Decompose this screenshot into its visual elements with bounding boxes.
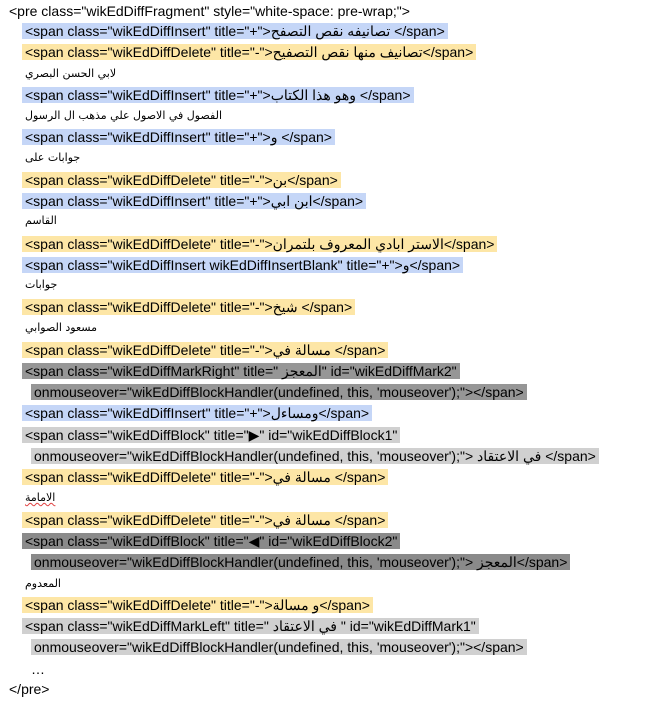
- diff-line-insert: <span class="wikEdDiffInsert" title="+">ابن ابي</span>: [22, 192, 366, 210]
- pre-close-tag: </pre>: [9, 681, 50, 697]
- diff-line-delete: <span class="wikEdDiffDelete" title="-">الاستر ابادي المعروف بلتمران</span>: [22, 235, 497, 253]
- diff-line-block: <span class="wikEdDiffBlock" title="▶" id="wikEdDiffBlock1": [22, 426, 400, 444]
- plain-text-line: الفصول في الاصول علي مذهب ال الرسول: [25, 109, 222, 122]
- plain-text-line: جوابات على: [25, 151, 81, 164]
- diff-line-mark-left: <span class="wikEdDiffMarkLeft" title=" في الاعتقاد " id="wikEdDiffMark1": [22, 617, 479, 635]
- diff-line-mark-continued: onmouseover="wikEdDiffBlockHandler(undefined, this, 'mouseover');"></span>: [31, 383, 527, 401]
- diff-line-delete: <span class="wikEdDiffDelete" title="-">مسالة في </span>: [22, 468, 388, 486]
- diff-line-delete: <span class="wikEdDiffDelete" title="-">تصانيف منها نقص التصفيح</span>: [22, 43, 476, 61]
- diff-line-delete: <span class="wikEdDiffDelete" title="-">و مسالة</span>: [22, 596, 373, 614]
- diff-line-insert: <span class="wikEdDiffInsert" title="+">تصانيفه نقص التصفح </span>: [22, 22, 448, 40]
- plain-text-line: جوابات: [25, 278, 58, 291]
- diff-line-delete: <span class="wikEdDiffDelete" title="-">بن</span>: [22, 171, 341, 189]
- diff-line-block-continued: onmouseover="wikEdDiffBlockHandler(undefined, this, 'mouseover');"> في الاعتقاد </span>: [31, 447, 599, 465]
- diff-line-insert: <span class="wikEdDiffInsert" title="+">و </span>: [22, 128, 335, 146]
- diff-line-block-dark: <span class="wikEdDiffBlock" title="◀" id="wikEdDiffBlock2": [22, 532, 400, 550]
- diff-line-delete: <span class="wikEdDiffDelete" title="-">مسالة في </span>: [22, 341, 388, 359]
- ellipsis-line: …: [31, 661, 45, 677]
- plain-text-line: المعدوم: [25, 577, 61, 590]
- diff-line-insert: <span class="wikEdDiffInsert" title="+">وهو هذا الكتاب </span>: [22, 86, 414, 104]
- plain-text-line: القاسم: [25, 214, 57, 227]
- plain-text-line: الامامة: [25, 491, 56, 504]
- diff-line-delete: <span class="wikEdDiffDelete" title="-">شيخ </span>: [22, 298, 355, 316]
- diff-line-insert: <span class="wikEdDiffInsert" title="+">ومساءل</span>: [22, 404, 372, 422]
- plain-text-line: لابي الحسن البصري: [25, 67, 117, 80]
- diff-line-delete: <span class="wikEdDiffDelete" title="-">مسالة في </span>: [22, 511, 388, 529]
- plain-text-line: مسعود الصوابي: [25, 321, 98, 334]
- diff-line-insert: <span class="wikEdDiffInsert wikEdDiffInsertBlank" title="+">و</span>: [22, 256, 463, 274]
- diff-line-mark-left-continued: onmouseover="wikEdDiffBlockHandler(undefined, this, 'mouseover');"></span>: [31, 638, 527, 656]
- diff-line-mark: <span class="wikEdDiffMarkRight" title=" المعجز" id="wikEdDiffMark2": [22, 362, 460, 380]
- pre-open-tag: <pre class="wikEdDiffFragment" style="white-space: pre-wrap;">: [9, 3, 410, 19]
- diff-line-block-dark-continued: onmouseover="wikEdDiffBlockHandler(undefined, this, 'mouseover');"> المعجز</span>: [31, 553, 570, 571]
